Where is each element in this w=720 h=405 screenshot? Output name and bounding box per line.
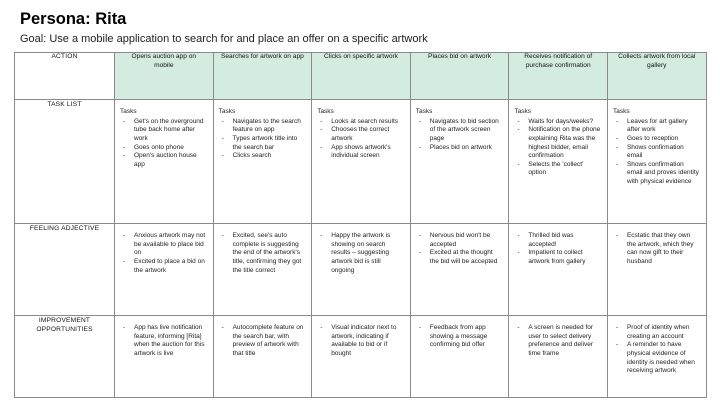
list-item: - Shows confirmation email and proves identity with physical evidence — [613, 161, 701, 187]
journey-cell — [607, 100, 706, 224]
list-item: - Goes to reception — [613, 135, 701, 144]
list-item: - Clicks search — [219, 152, 307, 161]
header-row — [15, 53, 707, 100]
list-item: - Places bid on artwork — [416, 144, 504, 153]
list-item: - Open's auction house app — [120, 152, 208, 169]
bullet-list — [416, 324, 504, 350]
list-item: - Navigates to bid section of the artwork screen page — [416, 118, 504, 144]
step-header: Searches for artwork on app — [213, 53, 312, 100]
journey-cell — [115, 100, 214, 224]
bullet-list — [613, 324, 701, 376]
journey-cell — [607, 224, 706, 316]
step-header: Clicks on specific artwork — [312, 53, 411, 100]
improvement-opportunities-row — [15, 316, 707, 398]
list-item: - Nervous bid won't be accepted — [416, 232, 504, 249]
journey-cell — [115, 224, 214, 316]
bullet-list — [317, 118, 405, 161]
row-label: FEELING ADJECTIVE — [15, 224, 115, 316]
journey-cell — [509, 316, 608, 398]
list-item: - Waits for days/weeks? — [514, 118, 602, 127]
list-item: - Goes onto phone — [120, 144, 208, 153]
bullet-list — [317, 324, 405, 359]
bullet-list — [120, 232, 208, 275]
bullet-list — [120, 118, 208, 170]
feeling-adjective-row — [15, 224, 707, 316]
list-item: - Feedback from app showing a message confirming bid offer — [416, 324, 504, 350]
journey-map-table — [14, 52, 707, 398]
journey-cell — [312, 316, 411, 398]
journey-cell — [312, 100, 411, 224]
bullet-list — [219, 232, 307, 275]
step-header: Receives notification of purchase confirmation — [509, 53, 608, 100]
list-item: - Autocomplete feature on the search bar, with preview of artwork with that title — [219, 324, 307, 359]
row-label: IMPROVEMENT OPPORTUNITIES — [15, 316, 115, 398]
list-item: - Excited at the thought the bid will be accepted — [416, 249, 504, 266]
bullet-list — [514, 324, 602, 359]
step-header: Places bid on artwork — [410, 53, 509, 100]
step-header: Opens auction app on mobile — [115, 53, 214, 100]
list-item: - Get's on the overground tube back home after work — [120, 118, 208, 144]
tasks-heading: Tasks — [612, 108, 630, 115]
list-item: - Happy the artwork is showing on search results – suggesting artwork bid is still ongoing — [317, 232, 405, 275]
list-item: - Navigates to the search feature on app — [219, 118, 307, 135]
task-list-row — [15, 100, 707, 224]
journey-cell — [213, 316, 312, 398]
list-item: - Notification on the phone explaining Rita was the highest bidder, email confirmation — [514, 126, 602, 161]
list-item: - Excited to place a bid on the artwork — [120, 258, 208, 275]
page-title: Persona: Rita — [20, 10, 127, 28]
list-item: - Chooses the correct artwork — [317, 126, 405, 143]
journey-cell — [213, 100, 312, 224]
list-item: - App has live notification feature, informing [Rita] when the auction for this artwork is live — [120, 324, 208, 359]
list-item: - App shows artwork's individual screen — [317, 144, 405, 161]
bullet-list — [219, 324, 307, 359]
tasks-heading: Tasks — [317, 108, 334, 115]
bullet-list — [317, 232, 405, 275]
journey-cell — [607, 316, 706, 398]
bullet-list — [219, 118, 307, 161]
list-item: - Looks at search results — [317, 118, 405, 127]
goal-statement: Goal: Use a mobile application to search for and place an offer on a specific artwork — [20, 33, 428, 45]
bullet-list — [416, 232, 504, 267]
list-item: - A reminder to have physical evidence of identity is needed when receiving artwork — [613, 341, 701, 376]
list-item: - Proof of identity when creating an account — [613, 324, 701, 341]
tasks-heading: Tasks — [120, 108, 137, 115]
list-item: - Excited, see's auto complete is suggesting the end of the artwork's title, confirming they got the title correct — [219, 232, 307, 275]
list-item: - Impatient to collect artwork from gallery — [514, 249, 602, 266]
bullet-list — [514, 232, 602, 267]
list-item: - Anxious artwork may not be available to place bid on — [120, 232, 208, 258]
journey-cell — [410, 224, 509, 316]
journey-cell — [312, 224, 411, 316]
list-item: - Ecstatic that they own the artwork, which they can now gift to their husband — [613, 232, 701, 267]
list-item: - Types artwork title into the search bar — [219, 135, 307, 152]
bullet-list — [120, 324, 208, 359]
journey-cell — [509, 224, 608, 316]
journey-cell — [115, 316, 214, 398]
list-item: - Thrilled bid was accepted! — [514, 232, 602, 249]
list-item: - Visual indicator next to artwork, indicating if available to bid or if bought — [317, 324, 405, 359]
tasks-heading: Tasks — [415, 108, 433, 115]
tasks-heading: Tasks — [514, 108, 531, 115]
list-item: - Selects the 'collect' option — [514, 161, 602, 178]
journey-cell — [410, 100, 509, 224]
list-item: - Shows confirmation email — [613, 144, 701, 161]
list-item: - Leaves for art gallery after work — [613, 118, 701, 135]
step-header: Collects artwork from local gallery — [607, 53, 706, 100]
journey-cell — [213, 224, 312, 316]
journey-cell — [509, 100, 608, 224]
bullet-list — [514, 118, 602, 178]
tasks-heading: Tasks — [218, 108, 236, 115]
bullet-list — [613, 232, 701, 267]
row-label: TASK LIST — [15, 100, 115, 224]
journey-cell — [410, 316, 509, 398]
list-item: - A screen is needed for user to select delivery preference and deliver time frame — [514, 324, 602, 359]
bullet-list — [613, 118, 701, 187]
bullet-list — [416, 118, 504, 153]
action-header: ACTION — [15, 53, 115, 100]
